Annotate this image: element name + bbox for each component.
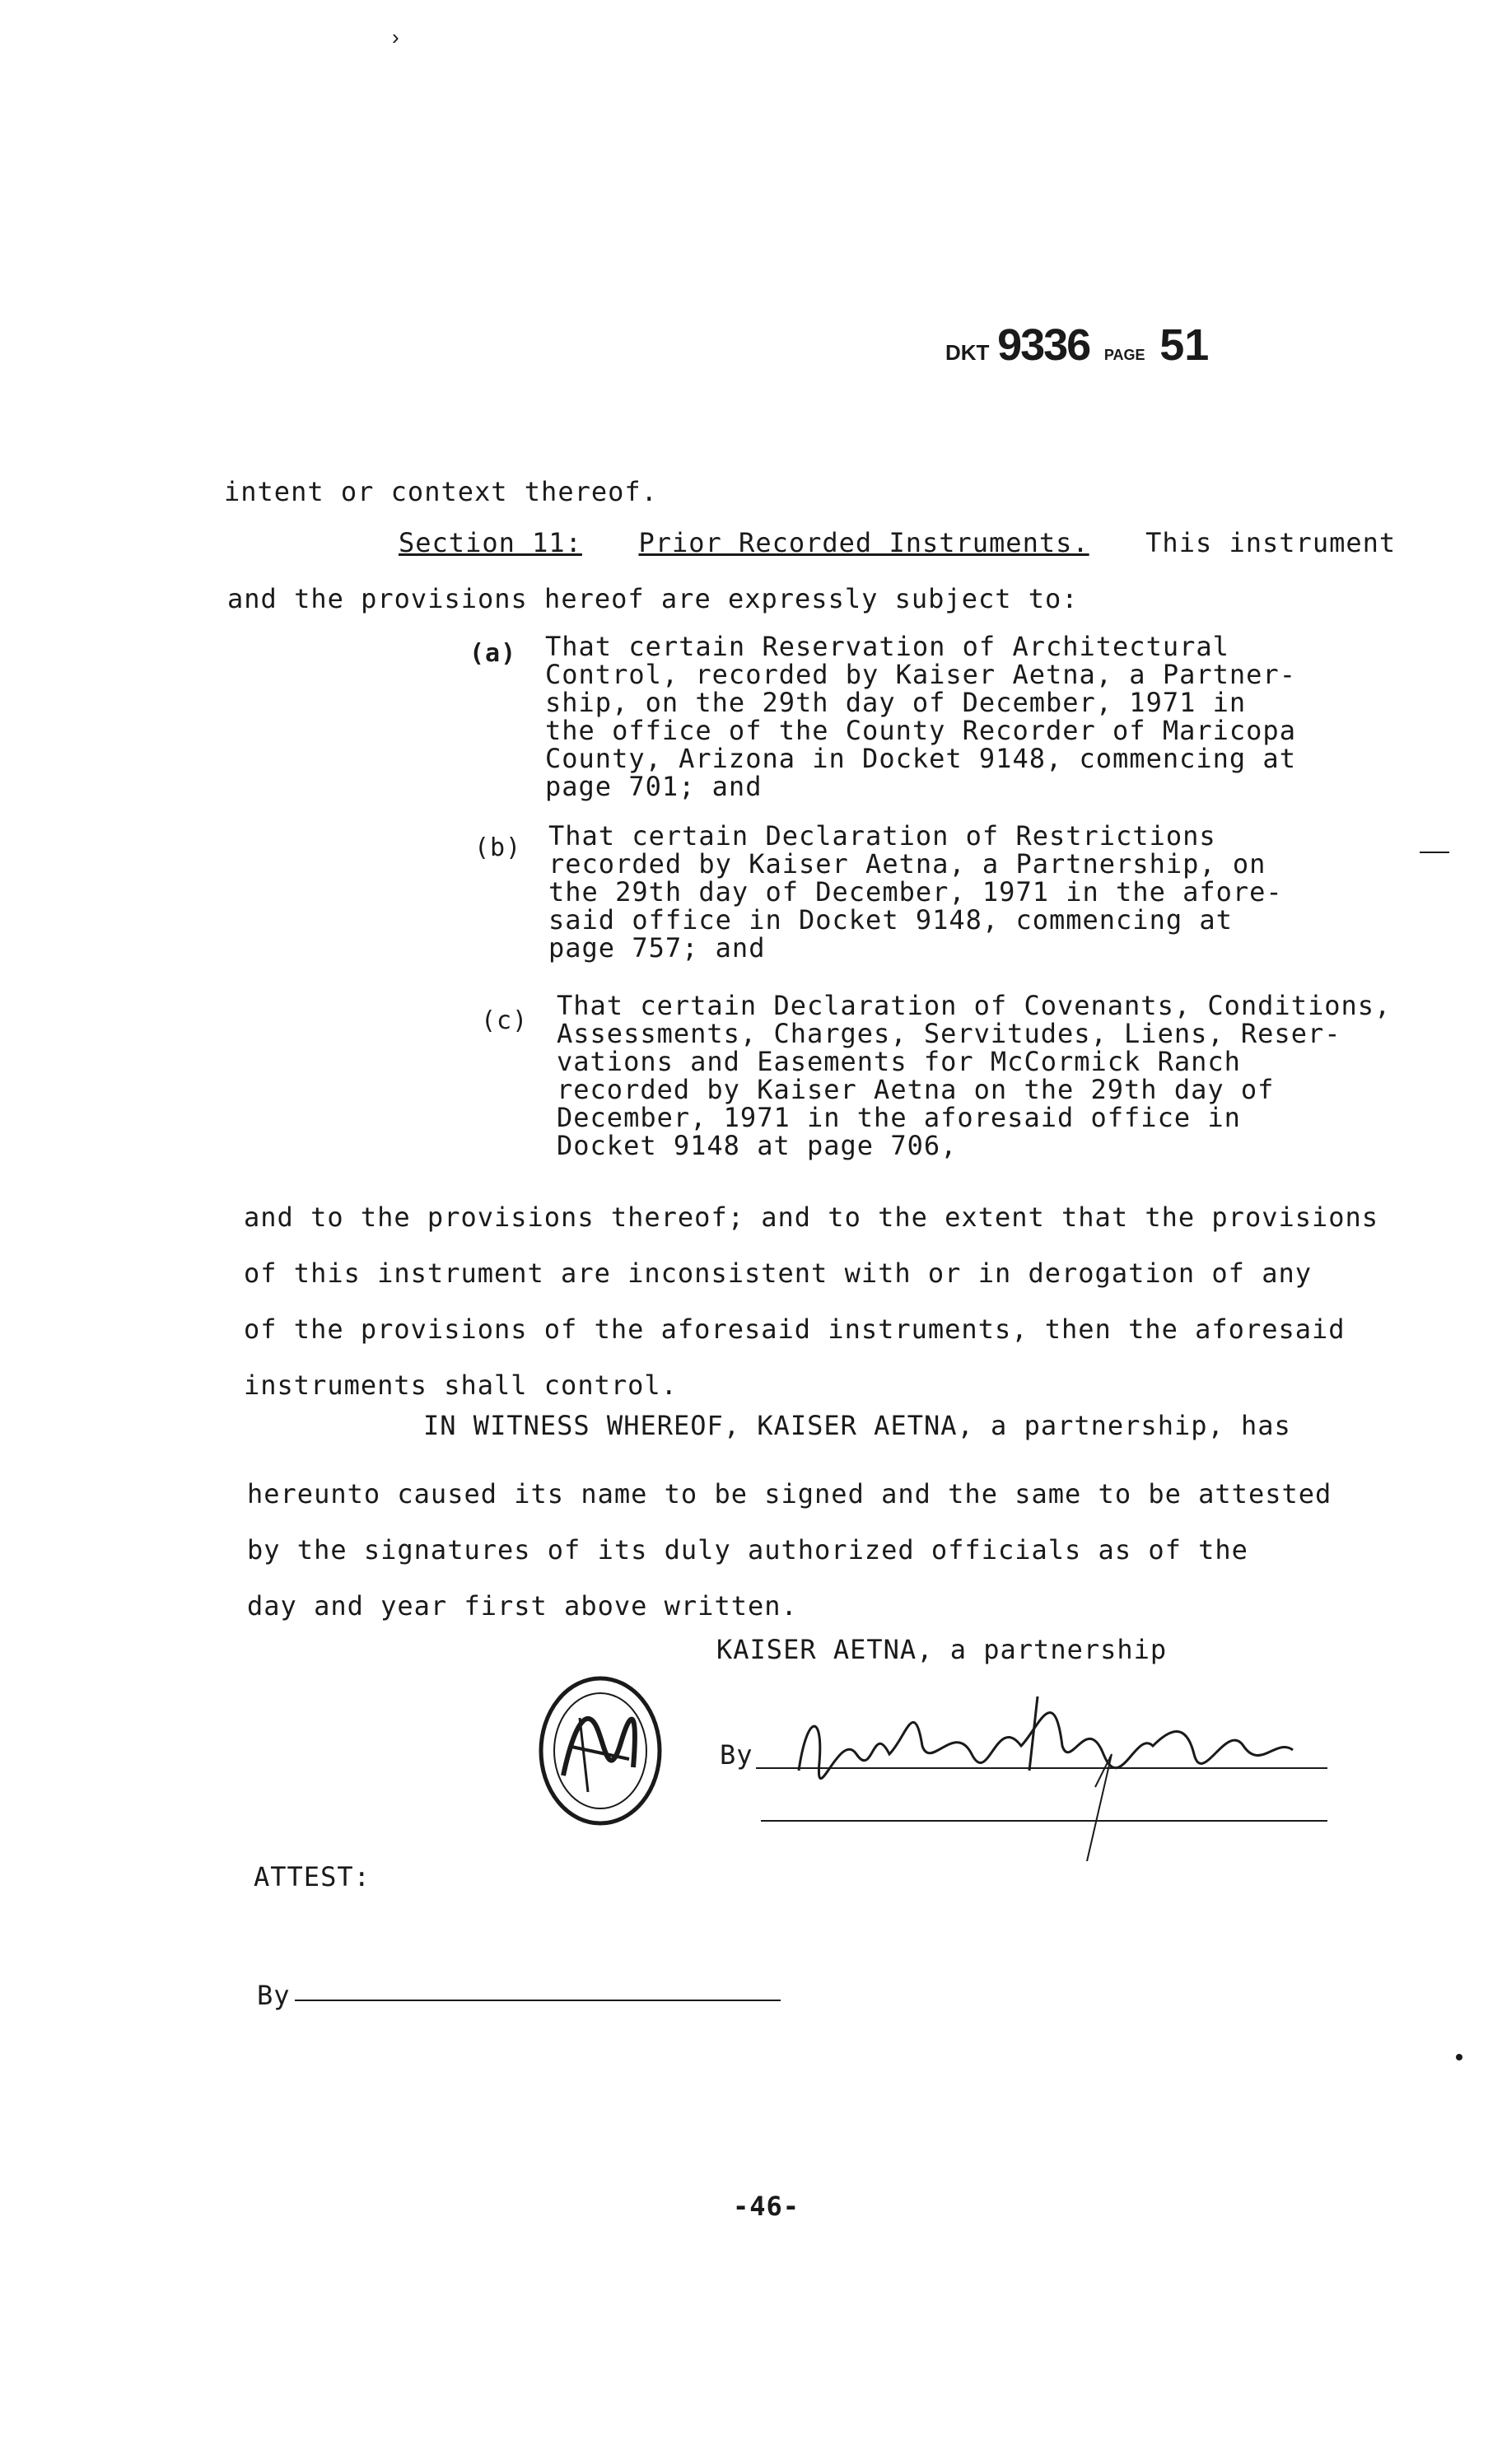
witness-line: IN WITNESS WHEREOF, KAISER AETNA, a partnership, has (423, 1410, 1291, 1441)
stray-mark: › (392, 25, 399, 49)
signature-entity: KAISER AETNA, a partnership (716, 1634, 1168, 1665)
item-c-line: December, 1971 in the aforesaid office in (557, 1102, 1241, 1133)
footer-page-number: -46- (733, 2191, 800, 2222)
item-b-label: (b) (474, 833, 522, 862)
item-a-line: page 701; and (545, 771, 763, 802)
closing-paragraph (244, 1189, 1378, 1413)
item-a-line: That certain Reservation of Architectural (545, 631, 1229, 662)
item-b-line: the 29th day of December, 1971 in the afore- (548, 876, 1283, 908)
signature-line (756, 1767, 1327, 1769)
item-a-line: County, Arizona in Docket 9148, commencing at (545, 743, 1296, 774)
page-label: PAGE (1103, 347, 1145, 363)
item-b-line: page 757; and (548, 932, 766, 964)
item-b-text (548, 822, 1283, 962)
item-a-text (545, 632, 1296, 800)
witness-line: by the signatures of its duly authorized officials as of the (247, 1534, 1248, 1566)
item-b-line: recorded by Kaiser Aetna, a Partnership, on (548, 848, 1266, 880)
closing-line: and to the provisions thereof; and to the extent that the provisions (244, 1202, 1379, 1233)
item-c-text (557, 992, 1391, 1160)
witness-line: day and year first above written. (247, 1590, 798, 1622)
section-heading: Section 11: (399, 527, 582, 558)
docket-stamp (945, 320, 1209, 371)
witness-line: hereunto caused its name to be signed and the same to be attested (247, 1478, 1332, 1510)
item-a-label: (a) (469, 639, 517, 668)
docket-number: 9336 (997, 320, 1090, 370)
item-a-line: the office of the County Recorder of Maricopa (545, 715, 1296, 746)
section-line (399, 527, 1396, 558)
item-c-line: Assessments, Charges, Servitudes, Liens, Reser- (557, 1018, 1341, 1049)
section-rest: This instrument (1145, 527, 1397, 558)
item-b-line: said office in Docket 9148, commencing at (548, 904, 1233, 936)
item-b-line: That certain Declaration of Restrictions (548, 820, 1216, 852)
signature-underline (761, 1820, 1327, 1822)
item-c-label: (c) (481, 1006, 529, 1035)
corporate-seal (530, 1668, 670, 1833)
section-title: Prior Recorded Instruments. (638, 527, 1089, 558)
attest-signature-line (295, 2000, 781, 2001)
item-c-line: recorded by Kaiser Aetna on the 29th day of (557, 1074, 1275, 1105)
item-c-line: Docket 9148 at page 706, (557, 1130, 958, 1161)
docket-label: DKT (945, 340, 990, 365)
witness-paragraph (247, 1466, 1332, 1634)
intro-line: intent or context thereof. (224, 476, 658, 507)
margin-speck (1456, 2054, 1462, 2060)
signature-by-label: By (720, 1739, 753, 1771)
closing-line: of this instrument are inconsistent with or in derogation of any (244, 1258, 1312, 1289)
provisions-line: and the provisions hereof are expressly subject to: (227, 583, 1079, 614)
closing-line: instruments shall control. (244, 1370, 678, 1401)
page-number-stamp: 51 (1159, 320, 1210, 370)
item-c-line: That certain Declaration of Covenants, Conditions, (557, 990, 1392, 1021)
attest-by-label: By (257, 1980, 291, 2011)
attest-label: ATTEST: (254, 1861, 371, 1892)
item-a-line: ship, on the 29th day of December, 1971 in (545, 687, 1247, 718)
item-a-line: Control, recorded by Kaiser Aetna, a Partner- (545, 659, 1296, 690)
margin-dash (1420, 852, 1449, 853)
handwritten-signature (749, 1664, 1342, 1861)
closing-line: of the provisions of the aforesaid instruments, then the aforesaid (244, 1314, 1346, 1345)
item-c-line: vations and Easements for McCormick Ranch (557, 1046, 1241, 1077)
